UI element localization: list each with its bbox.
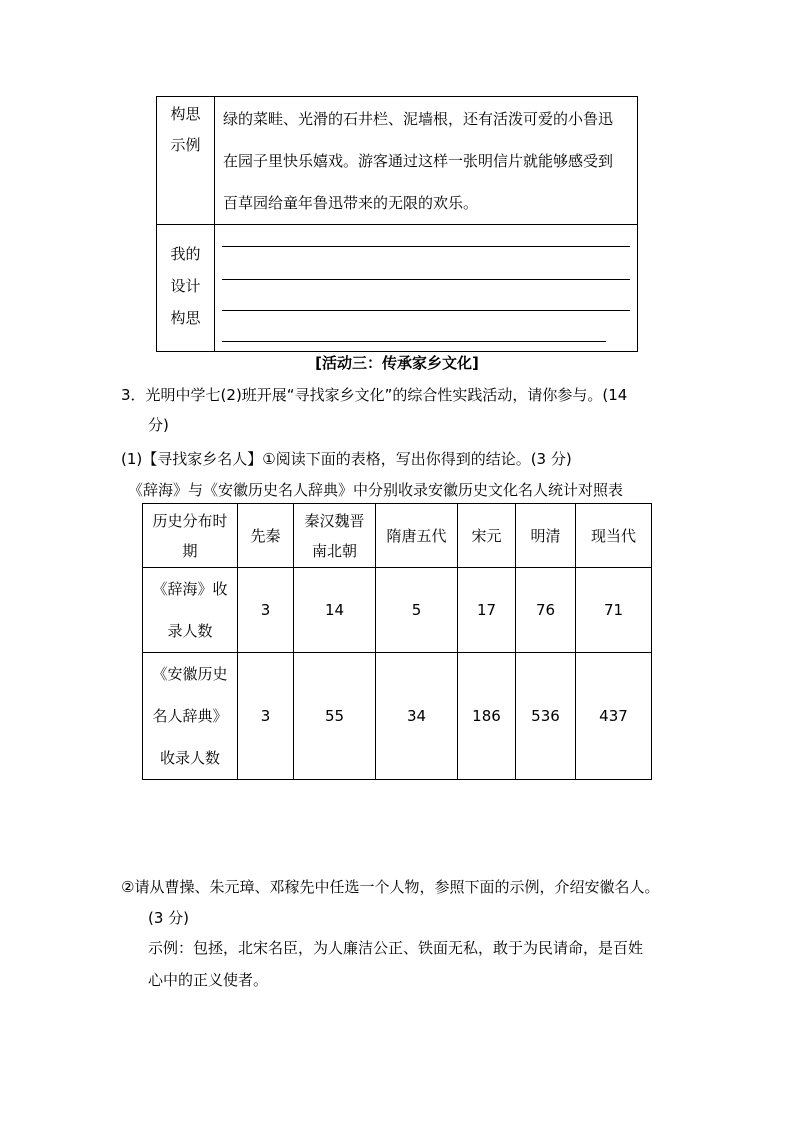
answer-line [222,279,630,280]
answer-line [222,341,606,342]
value-cell: 76 [516,568,576,653]
header-period-line2: 期 [182,541,198,560]
my-label-line1: 我的 [170,245,201,263]
part1-text: (1)【寻找家乡名人】①阅读下面的表格，写出你得到的结论。(3 分) [121,450,572,468]
example-line3: 百草园给童年鲁迅带来的无限的欢乐。 [223,194,479,212]
value-cell: 536 [516,653,576,780]
example-line2: 在园子里快乐嬉戏。游客通过这样一张明信片就能够感受到 [223,152,614,170]
answer-line [222,246,630,247]
header-period-line1: 历史分布时 [152,511,228,530]
value-cell: 3 [238,568,294,653]
value-cell: 437 [576,653,652,780]
header-qin-line1: 秦汉魏晋 [304,511,365,530]
my-label-line2: 设计 [170,277,201,295]
table-caption: 《辞海》与《安徽历史名人辞典》中分别收录安徽历史文化名人统计对照表 [128,481,624,499]
header-cell: 隋唐五代 [376,504,458,568]
example-label-line1: 构思 [170,105,201,123]
header-cell [294,504,376,568]
value-cell: 55 [294,653,376,780]
answer-line [222,310,630,311]
example-line1: 绿的菜畦、光滑的石井栏、泥墙根，还有活泼可爱的小鲁迅 [223,110,614,128]
row2-label-line2: 名人辞典》 [152,707,228,725]
header-cell: 先秦 [238,504,294,568]
row1-label-line1: 《辞海》收 [152,580,228,598]
question3-line1: 3．光明中学七(2)班开展“寻找家乡文化”的综合性实践活动，请你参与。(14 [121,386,628,404]
question3-line2: 分) [148,416,169,434]
table-row [143,568,652,653]
my-label-line3: 构思 [170,309,201,327]
value-cell: 3 [238,653,294,780]
example-label-line2: 示例 [170,136,201,154]
part2-line2: (3 分) [148,909,190,927]
value-cell: 5 [376,568,458,653]
header-cell [143,504,238,568]
row2-label-line3: 收录人数 [159,749,220,767]
header-cell: 现当代 [576,504,652,568]
header-cell: 明清 [516,504,576,568]
part2-example-line1: 示例：包拯，北宋名臣，为人廉洁公正、铁面无私，敢于为民请命，是百姓 [148,939,644,957]
my-design-answer-cell[interactable] [215,225,638,352]
row2-label-line1: 《安徽历史 [152,665,228,683]
value-cell: 34 [376,653,458,780]
example-label-cell [157,97,215,225]
value-cell: 17 [458,568,516,653]
part2-line1: ②请从曹操、朱元璋、邓稼先中任选一个人物，参照下面的示例，介绍安徽名人。 [121,878,660,896]
row-label-cell [143,568,238,653]
row-label-cell [143,653,238,780]
example-content-cell [215,97,638,225]
design-table [156,96,638,352]
table-row [143,653,652,780]
header-qin-line2: 南北朝 [311,541,357,560]
value-cell: 14 [294,568,376,653]
header-cell: 宋元 [458,504,516,568]
value-cell: 71 [576,568,652,653]
part2-example-line2: 心中的正义使者。 [148,971,269,989]
table-header-row [143,504,652,568]
statistics-table [142,503,652,780]
my-design-label-cell [157,225,215,352]
row1-label-line2: 录人数 [167,622,213,640]
activity-heading: [活动三：传承家乡文化] [315,354,479,372]
value-cell: 186 [458,653,516,780]
